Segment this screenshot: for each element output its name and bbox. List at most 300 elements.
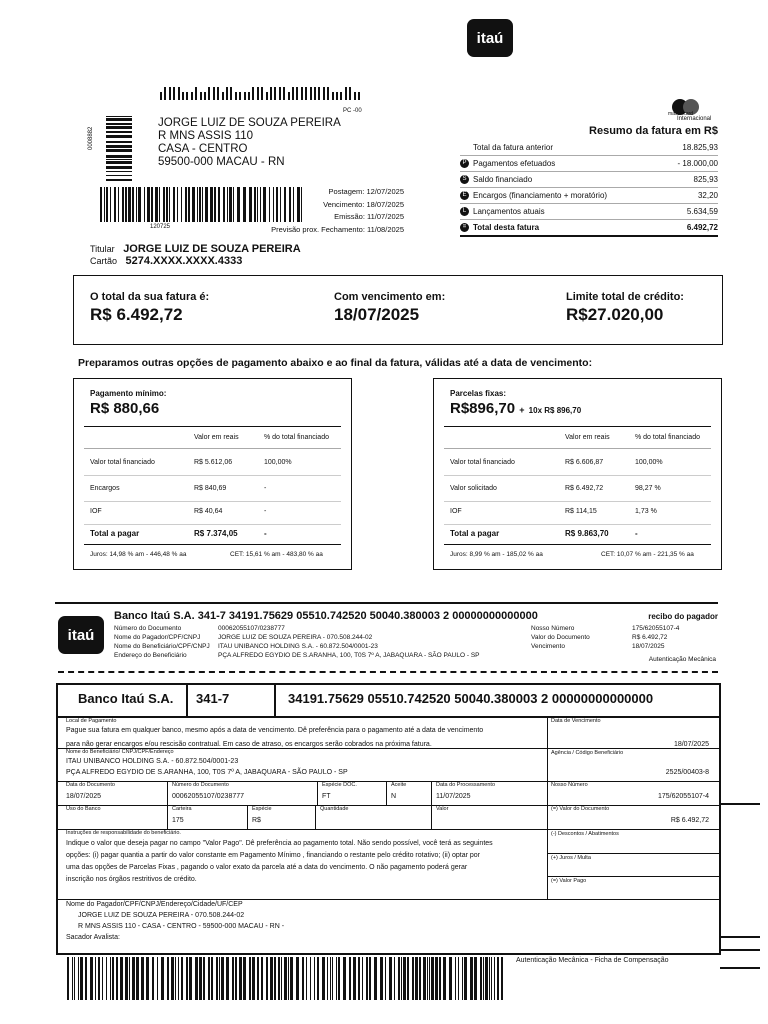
barcode-bar	[106, 141, 132, 143]
valor-doc-label: (=) Valor do Documento	[551, 806, 610, 812]
barcode-bar	[213, 87, 215, 100]
barcode-bar	[227, 187, 228, 222]
installments-label: Parcelas fixas:	[450, 389, 507, 398]
resumo-row-value: 825,93	[693, 175, 718, 184]
table-rule	[84, 501, 341, 502]
resumo-row-value: 6.492,72	[686, 223, 718, 232]
row-label: Encargos	[90, 485, 120, 492]
receipt-value: 175/62055107-4	[632, 625, 680, 632]
receipt-label: Valor do Documento	[531, 634, 590, 641]
receipt-left-labels	[114, 624, 210, 660]
row4-value: 175	[172, 817, 184, 824]
address-line: R MNS ASSIS 110	[158, 130, 254, 142]
venc-value: 18/07/2025	[673, 741, 709, 748]
barcode-bar	[181, 957, 183, 1000]
nosso-value: 175/62055107-4	[658, 793, 709, 800]
barcode-bar	[104, 187, 105, 222]
cet-text: CET: 10,07 % am - 221,35 % aa	[601, 551, 694, 558]
barcode-bar	[322, 957, 325, 1000]
barcode-bar	[435, 957, 438, 1000]
min-payment-value: R$ 880,66	[90, 400, 160, 417]
row-value: R$ 6.492,72	[565, 485, 604, 492]
barcode-bar	[106, 123, 132, 125]
barcode-bar	[122, 187, 124, 222]
pagador-line: JORGE LUIZ DE SOUZA PEREIRA - 070.508.244-02	[78, 912, 245, 919]
row3-value: 00062055107/0238777	[172, 793, 245, 800]
barcode-bar	[244, 92, 246, 100]
slip-digitable-line: 34191.75629 05510.742520 50040.380003 2 00000000000000	[288, 691, 654, 706]
barcode-bar	[141, 957, 144, 1000]
barcode-bar	[98, 957, 100, 1000]
barcode-bar	[159, 187, 160, 222]
slip-bank-code: 341-7	[196, 691, 230, 706]
titular-label: Titular	[90, 244, 115, 254]
table-rule	[444, 475, 711, 476]
barcode-bar	[491, 957, 492, 1000]
barcode-bar	[106, 166, 132, 169]
row3-label: Data do Documento	[66, 782, 115, 788]
barcode-bar	[106, 126, 132, 129]
grid-line	[317, 781, 318, 805]
barcode-bar	[412, 957, 414, 1000]
barcode-bar	[85, 957, 87, 1000]
barcode-bar	[474, 957, 477, 1000]
barcode-bar	[403, 957, 406, 1000]
barcode-bar	[358, 92, 360, 100]
barcode-bar	[78, 957, 79, 1000]
barcode-bar	[132, 187, 134, 222]
barcode-bar	[343, 957, 346, 1000]
barcode-bar	[257, 957, 259, 1000]
juros-text: Juros: 8,99 % am - 185,02 % aa	[450, 551, 543, 558]
barcode-bar	[243, 187, 246, 222]
resumo-row-label: Saldo financiado	[473, 175, 533, 184]
barcode-bar	[112, 957, 114, 1000]
row-pct: 1,73 %	[635, 508, 657, 515]
barcode-bar	[314, 87, 316, 100]
barcode-bar	[237, 187, 240, 222]
barcode-bar	[106, 145, 132, 148]
barcode-bar	[327, 87, 329, 100]
total-value: R$ 6.492,72	[90, 305, 183, 324]
row-value: R$ 5.612,06	[194, 459, 233, 466]
barcode-bar	[485, 957, 488, 1000]
row-label: IOF	[90, 508, 102, 515]
barcode-bar	[235, 957, 237, 1000]
barcode-bar	[301, 87, 303, 100]
resumo-row-label: Encargos (financiamento + moratório)	[473, 191, 608, 200]
resumo-row-label: Pagamentos efetuados	[473, 159, 556, 168]
barcode-bar	[185, 187, 187, 222]
row3-label: Espécie DOC.	[322, 782, 357, 788]
barcode-bar	[261, 87, 263, 100]
barcode-bar	[263, 187, 266, 222]
barcode-bar	[274, 957, 276, 1000]
barcode-bar	[235, 92, 237, 100]
barcode-bar	[243, 957, 246, 1000]
total-value: R$ 7.374,05	[194, 529, 238, 538]
barcode-bar	[202, 187, 203, 222]
total-pct: -	[264, 529, 267, 538]
installments-times: 10x R$ 896,70	[528, 406, 582, 415]
barcode-bar	[106, 957, 107, 1000]
grid-line	[386, 781, 387, 805]
barcode-bar	[160, 92, 162, 100]
resumo-row-icon: S	[460, 175, 469, 184]
receipt-value: ITAU UNIBANCO HOLDING S.A. - 60.872.504/0001-23	[218, 643, 378, 650]
grid-line	[547, 716, 548, 899]
table-rule	[444, 544, 711, 545]
barcode-bar	[106, 187, 108, 222]
row3-label: Número do Documento	[172, 782, 229, 788]
barcode-bar	[226, 957, 229, 1000]
barcode-bar	[182, 92, 184, 100]
grid-line	[58, 805, 719, 806]
barcode-bar	[169, 87, 171, 100]
row4-value: R$	[252, 817, 261, 824]
barcode-bar	[439, 957, 441, 1000]
barcode-bar	[431, 957, 434, 1000]
juros-label: (+) Juros / Multa	[551, 855, 591, 861]
table-rule	[444, 448, 711, 449]
receipt-value: 18/07/2025	[632, 643, 665, 650]
barcode-bar	[136, 187, 137, 222]
barcode-bar	[106, 161, 132, 164]
min-payment-box	[73, 378, 352, 570]
barcode-bar	[248, 92, 250, 100]
table-rule	[84, 524, 341, 525]
barcode-bar	[106, 155, 132, 158]
total-label: Total a pagar	[90, 529, 140, 538]
barcode-bar	[279, 87, 281, 100]
barcode-bar	[336, 957, 337, 1000]
cartao-label: Cartão	[90, 256, 118, 266]
barcode-bar	[195, 957, 198, 1000]
table-rule	[444, 501, 711, 502]
barcode-bar	[210, 187, 213, 222]
barcode-bar	[199, 957, 202, 1000]
barcode-bar	[100, 187, 102, 222]
barcode-bar	[188, 187, 190, 222]
resumo-row	[460, 188, 718, 204]
pagador-label: Nome do Pagador/CPF/CNPJ/Endereço/Cidade/UF/CEP	[66, 901, 243, 908]
barcode-bar	[178, 957, 179, 1000]
receipt-right-values	[632, 624, 679, 651]
barcode-bar	[269, 187, 270, 222]
agencia-value: 2525/00403-8	[665, 769, 709, 776]
resumo-row	[460, 204, 718, 220]
barcode-bar	[252, 957, 255, 1000]
valor-doc-value: R$ 6.492,72	[670, 817, 709, 824]
row4-label: Valor	[436, 806, 449, 812]
table-rule	[84, 426, 341, 427]
date-vencimento: Vencimento: 18/07/2025	[323, 199, 404, 209]
barcode-bar	[290, 957, 293, 1000]
pc-code: PC -00	[343, 108, 362, 114]
local-label: Local de Pagamento	[66, 718, 117, 724]
local-text: Pague sua fatura em qualquer banco, mesmo após a data de vencimento. Dê preferência para o pagamento até a data de vencimento	[66, 727, 484, 734]
barcode-bar	[129, 957, 130, 1000]
barcode-bar	[362, 957, 363, 1000]
row3-value: FT	[322, 793, 331, 800]
barcode-bar	[151, 187, 153, 222]
resumo-row-icon: L	[460, 207, 469, 216]
barcode-bar	[222, 92, 224, 100]
row-pct: 100,00%	[635, 459, 663, 466]
table-rule	[84, 448, 341, 449]
barcode-bar	[239, 957, 242, 1000]
resumo-row-label: Lançamentos atuais	[473, 207, 545, 216]
receipt-auth: Autenticação Mecânica	[648, 656, 716, 663]
barcode-bar	[164, 87, 166, 100]
barcode-bar	[249, 187, 252, 222]
barcode-bar	[110, 187, 111, 222]
installments-value	[450, 400, 581, 417]
installments-amount: R$896,70	[450, 400, 516, 417]
itau-logo: itaú	[467, 19, 513, 57]
options-heading: Preparamos outras opções de pagamento abaixo e ao final da fatura, válidas até a data de vencimento:	[78, 357, 593, 369]
barcode-bar	[106, 171, 132, 172]
barcode-bar	[284, 957, 287, 1000]
resumo-row-value: 5.634,59	[686, 207, 718, 216]
barcode-bar	[120, 957, 123, 1000]
receipt-value: JORGE LUIZ DE SOUZA PEREIRA - 070.508.244-02	[218, 634, 373, 641]
barcode-bar	[106, 135, 132, 138]
receipt-value: R$ 6.492,72	[632, 634, 668, 641]
local-text: para não gerar encargos e/ou rescisão contratual. Em caso de atraso, os encargos serão cobrados na próxima fatura.	[66, 741, 432, 748]
barcode-bar	[398, 957, 400, 1000]
tick-mark	[720, 936, 760, 938]
side-barcode	[106, 116, 132, 182]
col-header: % do total financiado	[264, 434, 329, 441]
barcode-bar	[74, 957, 75, 1000]
barcode-bar	[106, 116, 132, 117]
barcode-bar	[336, 92, 338, 100]
tick-mark	[720, 967, 760, 969]
receipt-bank-line: Banco Itaú S.A. 341-7 34191.75629 05510.742520 50040.380003 2 00000000000000	[114, 610, 538, 622]
total-pct: -	[635, 529, 638, 538]
table-rule	[84, 475, 341, 476]
receipt-label: Nosso Número	[531, 625, 575, 632]
barcode-bar	[249, 957, 251, 1000]
resumo-row	[460, 140, 718, 156]
row4-label: Espécie	[252, 806, 272, 812]
mailing-address	[158, 117, 341, 169]
receipt-value: PÇA ALFREDO EGYDIO DE S.ARANHA, 100, T0S 7º A, JABAQUARA - SÃO PAULO - SP	[218, 652, 480, 659]
barcode-bar	[189, 957, 192, 1000]
barcode-bar	[332, 957, 333, 1000]
barcode-bar	[354, 92, 356, 100]
barcode-bar	[230, 87, 232, 100]
row-value: R$ 840,69	[194, 485, 227, 492]
grid-line	[431, 781, 432, 805]
grid-line	[167, 781, 168, 805]
instr-line: opções: (i) pagar quantia a partir do valor constante em Pagamento Mínimo , financiando o restante pelo crédito rotativo; (ii) optar por	[66, 852, 481, 859]
barcode-bar	[310, 87, 312, 100]
barcode-bar	[219, 957, 220, 1000]
resumo-row	[460, 156, 718, 172]
barcode-bar	[353, 957, 356, 1000]
barcode-bar	[106, 159, 132, 160]
barcode-bar	[106, 118, 132, 121]
row-pct: -	[264, 485, 267, 492]
barcode-bar	[415, 957, 418, 1000]
barcode-bar	[369, 957, 371, 1000]
resumo-row-value: 32,20	[697, 191, 718, 200]
barcode-bar	[181, 187, 182, 222]
barcode-bar	[281, 957, 282, 1000]
resumo-row-value: - 18.000,00	[677, 159, 718, 168]
barcode-bar	[161, 957, 164, 1000]
barcode-bar	[233, 187, 234, 222]
barcode-bar	[318, 87, 320, 100]
date-fechamento: Previsão prox. Fechamento: 11/08/2025	[271, 224, 404, 234]
barcode-bar	[449, 957, 452, 1000]
slip-footer: Autenticação Mecânica - Ficha de Compensação	[516, 957, 669, 964]
grid-line	[547, 876, 719, 877]
barcode-bar	[323, 87, 325, 100]
barcode-bar	[494, 957, 495, 1000]
barcode-bar	[146, 957, 149, 1000]
barcode-bar	[283, 87, 285, 100]
address-line: CASA - CENTRO	[158, 143, 248, 155]
total-label: Total a pagar	[450, 529, 500, 538]
instr-label: Instruções de responsabilidade do beneficiário.	[66, 830, 181, 836]
resumo-row	[460, 172, 718, 188]
side-code: 0008882	[88, 126, 94, 150]
statement-dates	[271, 186, 404, 236]
barcode-bar	[116, 957, 118, 1000]
total-label: O total da sua fatura é:	[90, 291, 210, 303]
resumo-row	[460, 220, 718, 237]
barcode-bar	[501, 957, 503, 1000]
due-label: Com vencimento em:	[334, 291, 446, 303]
barcode-bar	[239, 92, 241, 100]
row-value: R$ 40,64	[194, 508, 223, 515]
barcode-bar	[423, 957, 426, 1000]
payment-slip	[56, 683, 721, 955]
barcode-bar	[302, 957, 304, 1000]
barcode-bar	[497, 957, 499, 1000]
barcode-bar	[106, 131, 132, 133]
barcode-bar	[136, 957, 139, 1000]
barcode-bar	[389, 957, 392, 1000]
benef-line: ITAU UNIBANCO HOLDING S.A. - 60.872.504/0001-23	[66, 758, 239, 765]
barcode-bar	[223, 187, 225, 222]
row3-value: 18/07/2025	[66, 793, 102, 800]
barcode-bar	[208, 87, 210, 100]
barcode-bar	[144, 187, 145, 222]
barcode-bar	[374, 957, 377, 1000]
barcode-bar	[330, 957, 331, 1000]
mastercard-label: mastercard	[668, 111, 694, 117]
postal-barcode	[160, 87, 365, 100]
barcode-bar	[175, 957, 176, 1000]
barcode-bar	[173, 87, 175, 100]
barcode-bar	[138, 187, 141, 222]
resumo-row-label: Total da fatura anterior	[473, 143, 554, 152]
date-postagem: Postagem: 12/07/2025	[328, 187, 404, 196]
barcode-bar	[106, 149, 132, 152]
table-rule	[84, 544, 341, 545]
receipt-label: Endereço do Beneficiário	[114, 652, 187, 659]
barcode-bar	[306, 957, 307, 1000]
barcode-bar	[167, 957, 169, 1000]
receipt-right-labels	[531, 624, 590, 651]
barcode-bar	[102, 957, 103, 1000]
table-rule	[444, 524, 711, 525]
barcode-bar	[118, 187, 119, 222]
barcode-bar	[166, 187, 168, 222]
limit-value: R$27.020,00	[566, 305, 664, 324]
barcode-bar	[310, 957, 311, 1000]
barcode-bar	[349, 87, 351, 100]
titular-value: JORGE LUIZ DE SOUZA PEREIRA	[123, 243, 301, 255]
barcode-bar	[173, 187, 175, 222]
col-header: Valor em reais	[194, 434, 239, 441]
table-rule	[444, 426, 711, 427]
row4-label: Uso do Banco	[66, 806, 101, 812]
barcode-bar	[80, 957, 83, 1000]
resumo-row-icon: E	[460, 191, 469, 200]
row3-value: 11/07/2025	[436, 793, 471, 800]
benef-line: PÇA ALFREDO EGYDIO DE S.ARANHA, 100, T0S 7º A, JABAQUARA - SÃO PAULO - SP	[66, 769, 348, 776]
totals-box	[73, 275, 723, 345]
receipt-label: Vencimento	[531, 643, 565, 650]
grid-line	[167, 805, 168, 829]
barcode-bar	[270, 87, 272, 100]
barcode-bar	[67, 957, 69, 1000]
row-pct: -	[264, 508, 267, 515]
barcode-bar	[345, 87, 347, 100]
barcode-bar	[252, 87, 254, 100]
nosso-label: Nosso Número	[551, 782, 588, 788]
barcode-bar	[110, 957, 111, 1000]
resumo-row-icon: =	[460, 223, 469, 232]
barcode-bar	[278, 957, 280, 1000]
instr-line: inscrição nos órgãos restritivos de crédito.	[66, 876, 197, 883]
barcode-bar	[455, 957, 456, 1000]
barcode-bar	[464, 957, 467, 1000]
barcode-bar	[204, 92, 206, 100]
barcode-bar	[163, 187, 165, 222]
barcode-bar	[72, 957, 73, 1000]
total-value: R$ 9.863,70	[565, 529, 609, 538]
barcode-bar	[90, 957, 93, 1000]
agencia-label: Agência / Código Beneficiário	[551, 750, 624, 756]
row-label: Valor solicitado	[450, 485, 497, 492]
cet-text: CET: 15,61 % am - 483,80 % aa	[230, 551, 323, 558]
cut-line	[58, 671, 718, 673]
receipt-top-rule	[55, 602, 718, 604]
barcode-bar	[195, 87, 197, 100]
due-value: 18/07/2025	[334, 305, 420, 324]
barcode-bar	[217, 87, 219, 100]
barcode-bar	[443, 957, 446, 1000]
tick-mark	[720, 949, 760, 951]
venc-label: Data de Vencimento	[551, 718, 601, 724]
grid-line	[315, 805, 316, 829]
row-value: R$ 6.606,87	[565, 459, 604, 466]
barcode-bar	[106, 175, 132, 176]
row-label: Valor total financiado	[450, 459, 515, 466]
receipt-label: Número do Documento	[114, 625, 182, 632]
barcode-number: 120725	[150, 224, 171, 230]
row-value: R$ 114,15	[565, 508, 597, 515]
barcode-bar	[191, 92, 193, 100]
sacador-label: Sacador Avalista:	[66, 934, 120, 941]
barcode-bar	[106, 179, 132, 181]
